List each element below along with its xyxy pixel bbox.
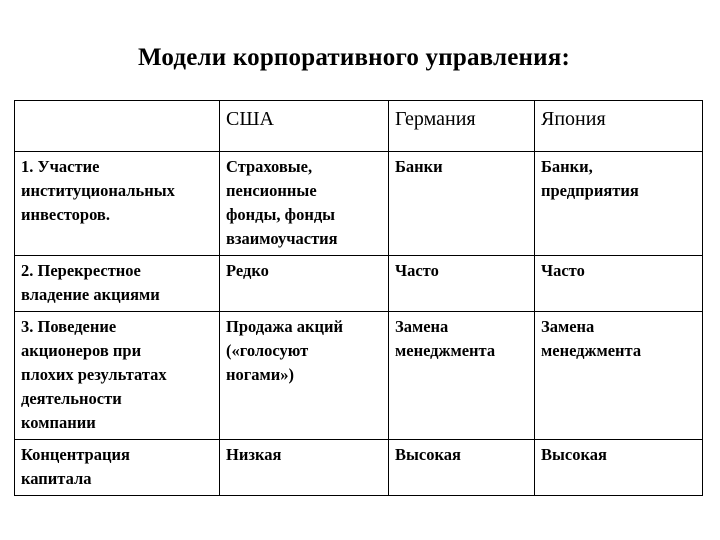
table-row: [15, 152, 703, 256]
table-header-row: [15, 101, 703, 152]
germany-value: Замена менеджмента: [395, 317, 496, 360]
criterion-text: Концентрация капитала: [21, 445, 130, 488]
germany-value: Высокая: [395, 445, 461, 464]
header-germany: Германия: [389, 101, 535, 152]
germany-cell: [389, 440, 535, 496]
germany-cell: [389, 152, 535, 256]
header-criterion: [15, 101, 220, 152]
japan-cell: [535, 312, 703, 440]
criterion-cell: [15, 312, 220, 440]
usa-cell: [220, 312, 389, 440]
table-row: [15, 256, 703, 312]
germany-cell: [389, 312, 535, 440]
table-row: [15, 312, 703, 440]
governance-models-table: [14, 100, 703, 496]
japan-value: Замена менеджмента: [541, 317, 642, 360]
japan-cell: [535, 152, 703, 256]
japan-cell: [535, 256, 703, 312]
criterion-text: 1. Участие институциональных инвесторов.: [21, 157, 175, 224]
criterion-cell: [15, 256, 220, 312]
usa-value: Продажа акций («голосуют ногами»): [226, 317, 343, 384]
usa-cell: [220, 256, 389, 312]
criterion-text: 3. Поведение акционеров при плохих результатах деятельности компании: [21, 317, 167, 432]
criterion-cell: [15, 152, 220, 256]
germany-cell: [389, 256, 535, 312]
usa-value: Страховые, пенсионные фонды, фонды взаимоучастия: [226, 157, 338, 248]
criterion-cell: [15, 440, 220, 496]
usa-cell: [220, 440, 389, 496]
table-row: [15, 440, 703, 496]
germany-value: Часто: [395, 261, 439, 280]
criterion-text: 2. Перекрестное владение акциями: [21, 261, 160, 304]
usa-value: Низкая: [226, 445, 282, 464]
usa-value: Редко: [226, 261, 269, 280]
japan-value: Высокая: [541, 445, 607, 464]
header-japan: Япония: [535, 101, 703, 152]
header-usa: США: [220, 101, 389, 152]
germany-value: Банки: [395, 157, 443, 176]
usa-cell: [220, 152, 389, 256]
japan-cell: [535, 440, 703, 496]
page-title: Модели корпоративного управления:: [137, 44, 571, 71]
japan-value: Банки, предприятия: [541, 157, 639, 200]
japan-value: Часто: [541, 261, 585, 280]
